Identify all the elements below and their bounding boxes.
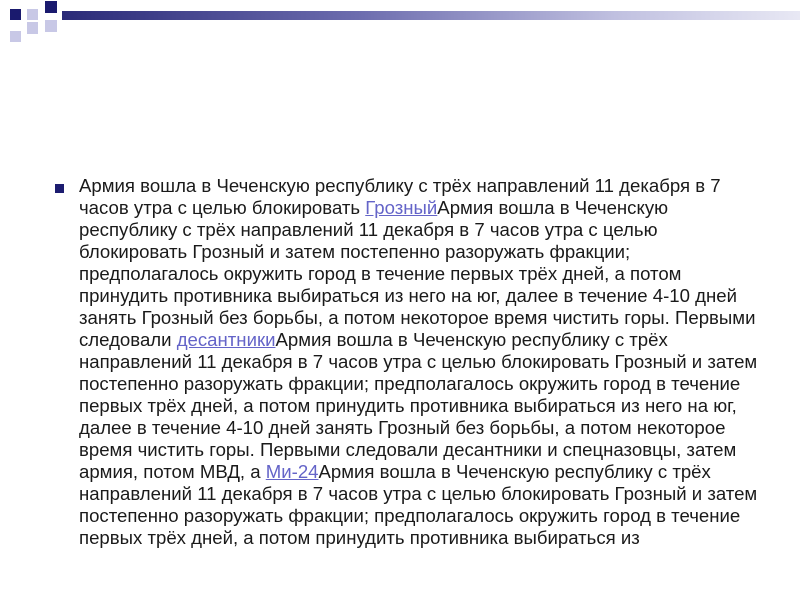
link-desantniki[interactable]: десантники bbox=[176, 329, 276, 350]
decor-square bbox=[27, 22, 38, 34]
text-part: Армия вошла в Чеченскую республику с трёх направлений 11 декабря в 7 часов утра с целью блокировать bbox=[79, 175, 721, 218]
decor-square bbox=[45, 20, 57, 32]
decor-square bbox=[10, 31, 21, 42]
bullet-text bbox=[79, 175, 759, 549]
top-gradient-bar bbox=[62, 11, 800, 20]
link-mi-24[interactable]: Ми-24 bbox=[265, 461, 319, 482]
link-grozny[interactable]: Грозный bbox=[365, 197, 438, 218]
text-part: Армия вошла в Чеченскую республику с трёх направлений 11 декабря в 7 часов утра с целью блокировать Грозный и затем постепенно разоружать фракции; предполагалось окружить город в течение первых трёх дней, а потом принудить противника выбираться из него на юг, далее в течение 4-10 дней занять Грозный без борьбы, а потом некоторое время чистить горы. Первыми следовали десантники и спецназовцы, затем армия, потом МВД, а bbox=[79, 329, 758, 482]
decor-square bbox=[45, 1, 57, 13]
decor-square bbox=[10, 9, 21, 20]
text-part: Армия вошла в Чеченскую республику с трёх направлений 11 декабря в 7 часов утра с целью блокировать Грозный и затем постепенно разоружать фракции; предполагалось окружить город в течение первых трёх дней, а потом принудить противника выбираться из bbox=[79, 461, 758, 548]
decor-square bbox=[27, 9, 38, 20]
bullet-square-icon bbox=[55, 184, 64, 193]
text-part: Армия вошла в Чеченскую республику с трёх направлений 11 декабря в 7 часов утра с целью блокировать Грозный и затем постепенно разоружать фракции; предполагалось окружить город в течение первых трёх дней, а потом принудить противника выбираться из него на юг, далее в течение 4-10 дней занять Грозный без борьбы, а потом некоторое время чистить горы. Первыми следовали bbox=[79, 197, 756, 350]
